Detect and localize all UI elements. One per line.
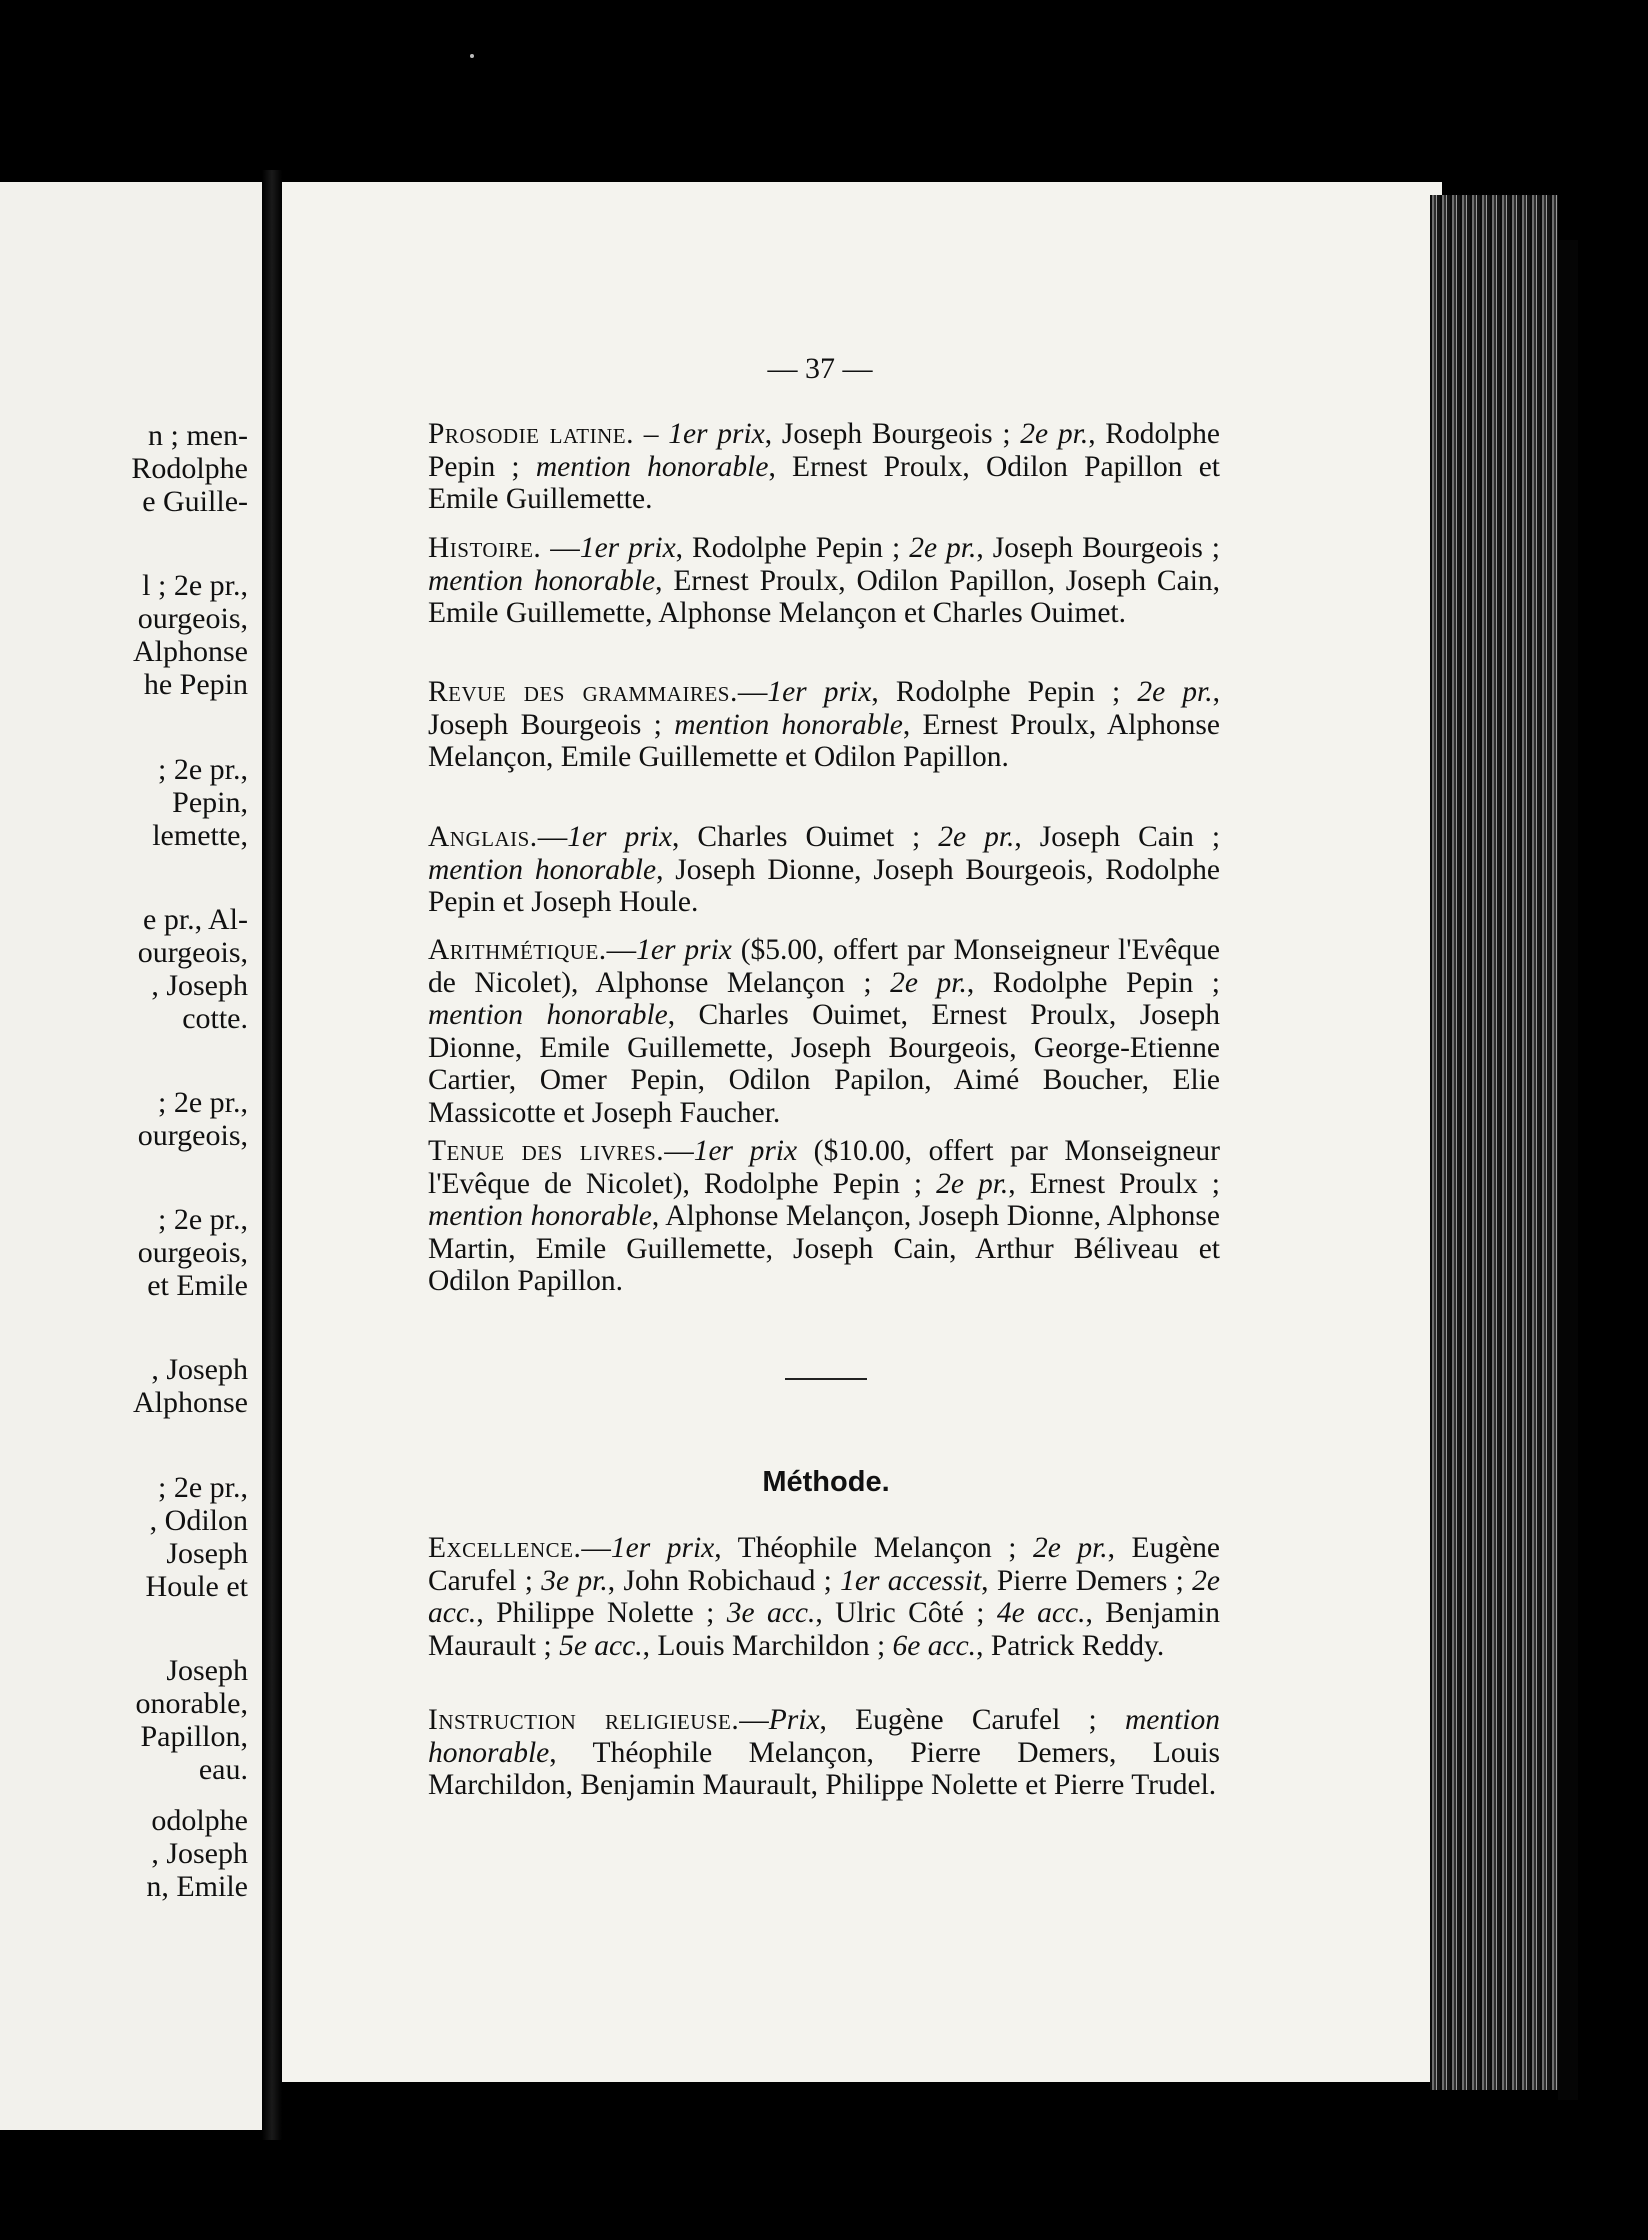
prize-label: 1er prix <box>693 1135 798 1167</box>
accessit-label: 6e acc. <box>892 1629 977 1662</box>
accessit-label: 4e acc. <box>996 1597 1086 1629</box>
left-line: Papillon, <box>140 1720 248 1753</box>
entry-excellence <box>428 1532 1220 1662</box>
entry-text: , Ulric Côté ; <box>815 1597 997 1629</box>
prize-label: 1er prix <box>610 1532 715 1564</box>
left-line: ; 2e pr., <box>158 1203 248 1236</box>
prize-label: 1er prix <box>636 934 732 966</box>
entry-heading: Excellence. <box>428 1532 582 1564</box>
entry-instruction-religieuse <box>428 1704 1220 1802</box>
page-edges <box>1430 195 1558 2090</box>
mention-label: mention honorable <box>428 1200 652 1232</box>
left-line: he Pepin <box>143 668 248 701</box>
entry-text: , Eugène Carufel ; <box>428 1532 1221 1597</box>
prize-label: 3e pr. <box>541 1564 608 1597</box>
entry-text: , Joseph Bourgeois ; <box>976 532 1221 564</box>
left-line: Joseph <box>166 1654 248 1687</box>
left-line: Alphonse <box>133 635 248 668</box>
left-line: , Joseph <box>151 1353 248 1386</box>
separator: – <box>634 418 669 450</box>
entry-text: , Joseph Bourgeois ; <box>764 418 1021 450</box>
entry-text: , Théophile Melançon, Pierre Demers, Louis Marchildon, Benjamin Maurault, Philippe Nolette et Pierre Trudel. <box>428 1736 1220 1801</box>
prize-label: 1er prix <box>579 532 676 564</box>
left-page-fragment <box>0 182 262 2130</box>
prize-label: 2e pr. <box>936 1167 1009 1200</box>
prize-label: 2e pr. <box>909 532 977 564</box>
left-line: ; 2e pr., <box>158 753 248 786</box>
entry-anglais <box>428 821 1220 919</box>
entry-text: , Rodolphe Pepin ; <box>871 676 1138 708</box>
prize-label: 2e pr. <box>1137 676 1213 708</box>
separator: — <box>581 1532 611 1564</box>
prize-label: 2e pr. <box>1020 418 1089 450</box>
entry-text: , Charles Ouimet ; <box>672 821 939 853</box>
entry-text: ($10.00, offert par Monseigneur l'Evêque de Nicolet), Rodolphe Pepin ; <box>428 1135 1221 1200</box>
mention-label: mention honorable <box>428 853 657 886</box>
prize-label: 1er prix <box>668 418 765 450</box>
entry-heading: Prosodie latine. <box>428 418 634 450</box>
left-line: n, Emile <box>146 1870 248 1903</box>
prize-label: Prix <box>768 1704 820 1736</box>
left-line: e pr., Al- <box>143 903 248 936</box>
left-line: ourgeois, <box>137 602 248 635</box>
entry-heading: Tenue des livres. <box>428 1135 665 1167</box>
entry-heading: Arithmétique. <box>428 934 607 966</box>
entry-text: ($5.00, offert par Monseigneur l'Evêque de Nicolet), Alphonse Melançon ; <box>428 934 1220 999</box>
entry-text: , Rodolphe Pepin ; <box>428 418 1221 483</box>
entry-text: , Ernest Proulx, Alphonse Melançon, Emile Guillemette et Odilon Papillon. <box>428 708 1220 773</box>
section-divider <box>785 1378 867 1380</box>
left-line: cotte. <box>182 1002 248 1035</box>
left-line: et Emile <box>147 1269 248 1302</box>
left-line: e Guille- <box>142 485 248 518</box>
left-line: Pepin, <box>172 786 248 819</box>
book-gutter <box>262 170 282 2140</box>
mention-label: mention honorable <box>428 1704 1220 1769</box>
left-line: onorable, <box>135 1687 248 1720</box>
entry-text: , Patrick Reddy. <box>976 1629 1165 1662</box>
entry-text: , Louis Marchildon ; <box>642 1629 893 1662</box>
entry-text: , John Robichaud ; <box>607 1564 841 1597</box>
entry-prosodie-latine <box>428 418 1220 516</box>
section-heading: Méthode. <box>762 1466 890 1498</box>
entry-text: , Benjamin Maurault ; <box>428 1597 1220 1662</box>
entry-text: , Ernest Proulx ; <box>1008 1167 1220 1200</box>
separator: — <box>541 532 580 564</box>
left-line: odolphe <box>151 1804 248 1837</box>
entry-heading: Revue des grammaires. <box>428 676 738 708</box>
separator: — <box>739 1704 769 1736</box>
left-line: Houle et <box>145 1570 248 1603</box>
left-line: Rodolphe <box>131 452 248 485</box>
separator: — <box>664 1135 694 1167</box>
entry-revue-des-grammaires <box>428 676 1220 774</box>
mention-label: mention honorable <box>674 708 903 741</box>
page-number: — 37 — <box>767 352 873 385</box>
separator: — <box>537 821 568 853</box>
entry-heading: Anglais. <box>428 821 538 853</box>
page-edges-shadow <box>1558 240 1578 2100</box>
entry-heading: Histoire. <box>428 532 542 564</box>
entry-text: , Théophile Melançon ; <box>714 1532 1033 1564</box>
entry-text: , Rodolphe Pepin ; <box>675 532 910 564</box>
entry-text: , Rodolphe Pepin ; <box>966 966 1220 999</box>
left-line: ourgeois, <box>137 1119 248 1152</box>
accessit-label: 1er accessit <box>840 1564 982 1597</box>
separator: — <box>737 676 768 708</box>
left-line: n ; men- <box>148 419 248 452</box>
entry-text: , Pierre Demers ; <box>981 1564 1193 1597</box>
dust-speck <box>470 54 474 58</box>
entry-histoire <box>428 532 1220 630</box>
left-line: ourgeois, <box>137 1236 248 1269</box>
entry-heading: Instruction religieuse. <box>428 1704 740 1736</box>
entry-tenue-des-livres <box>428 1135 1220 1298</box>
left-line: ourgeois, <box>137 936 248 969</box>
entry-text: , Alphonse Melançon, Joseph Dionne, Alphonse Martin, Emile Guillemette, Joseph Cain, Arthur Béliveau et Odilon Papillon. <box>428 1200 1220 1297</box>
entry-text: , Ernest Proulx, Odilon Papillon et Emile Guillemette. <box>428 450 1220 515</box>
left-line: Joseph <box>166 1537 248 1570</box>
prize-label: 2e pr. <box>1032 1532 1108 1564</box>
entry-text: , Philippe Nolette ; <box>476 1597 727 1629</box>
entry-text: , Charles Ouimet, Ernest Proulx, Joseph Dionne, Emile Guillemette, Joseph Bourgeois, George-Etienne Cartier, Omer Pepin, Odilon Papilon, Aimé Boucher, Elie Massicotte et Joseph Faucher. <box>428 999 1220 1129</box>
left-line: ; 2e pr., <box>158 1086 248 1119</box>
entry-text: , Joseph Cain ; <box>1014 821 1221 853</box>
left-line: eau. <box>198 1753 248 1786</box>
prize-label: 1er prix <box>767 676 872 708</box>
left-line: , Joseph <box>151 1837 248 1870</box>
prize-label: 2e pr. <box>890 966 967 999</box>
prize-label: 1er prix <box>567 821 673 853</box>
entry-text: , Ernest Proulx, Odilon Papillon, Joseph Cain, Emile Guillemette, Alphonse Melançon et Charles Ouimet. <box>428 564 1221 629</box>
entry-text: , Joseph Bourgeois ; <box>428 676 1220 741</box>
mention-label: mention honorable <box>428 564 656 597</box>
separator: — <box>606 934 637 966</box>
accessit-label: 3e acc. <box>726 1597 816 1629</box>
entry-text: , Eugène Carufel ; <box>819 1704 1125 1736</box>
mention-label: mention honorable <box>428 999 668 1031</box>
left-line: , Odilon <box>149 1504 248 1537</box>
prize-label: 2e pr. <box>938 821 1015 853</box>
mention-label: mention honorable <box>535 450 769 483</box>
accessit-label: 2e acc. <box>428 1564 1221 1629</box>
left-line: Alphonse <box>133 1386 248 1419</box>
left-line: , Joseph <box>151 969 248 1002</box>
entry-text: , Joseph Dionne, Joseph Bourgeois, Rodolphe Pepin et Joseph Houle. <box>428 853 1221 918</box>
left-line: ; 2e pr., <box>158 1471 248 1504</box>
entry-arithmetique <box>428 934 1220 1129</box>
left-line: lemette, <box>152 819 248 852</box>
accessit-label: 5e acc. <box>559 1629 643 1662</box>
left-line: l ; 2e pr., <box>142 569 248 602</box>
